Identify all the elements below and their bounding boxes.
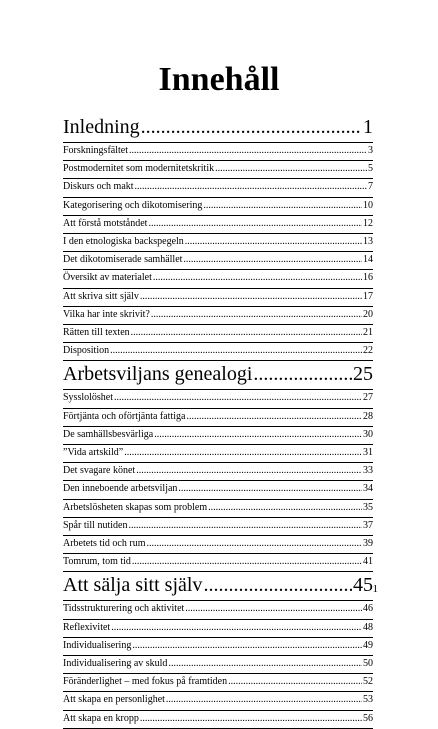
- toc-entry-title: I den etnologiska backspegeln: [63, 236, 184, 248]
- toc-entry-title: Föränderlighet – med fokus på framtiden: [63, 676, 228, 688]
- toc-entry: [63, 427, 373, 442]
- toc-entry-title: Diskurs och makt: [63, 181, 134, 193]
- toc-entry: [63, 216, 373, 231]
- dot-leader: [132, 554, 362, 569]
- toc-entry-title: Tomrum, tom tid: [63, 556, 131, 568]
- toc-entry: [63, 601, 373, 616]
- toc-entry: [63, 198, 373, 213]
- toc-entry-title: Individualisering: [63, 639, 132, 651]
- toc-entry-page: 48: [363, 621, 373, 633]
- dot-leader: [215, 161, 367, 176]
- toc-entry-title: Att skapa en personlighet: [63, 694, 165, 706]
- dot-leader: [153, 270, 362, 285]
- dot-leader: [110, 343, 362, 358]
- toc-entry-title: Spår till nutiden: [63, 519, 128, 531]
- dot-leader: [186, 409, 362, 424]
- toc-entry: [63, 234, 373, 249]
- page-title: Innehåll: [158, 61, 280, 98]
- toc-entry-title: Den inneboende arbetsviljan: [63, 483, 178, 495]
- toc-entry-page: 30: [363, 428, 373, 440]
- toc-entry-title: ”Vida artskild”: [63, 447, 124, 459]
- toc-chapter-page: 25: [353, 363, 373, 386]
- toc-entry-page: 17: [363, 290, 373, 302]
- toc-entry-page: 50: [363, 658, 373, 670]
- toc-entry-page: 14: [363, 254, 373, 266]
- toc-entry: [63, 307, 373, 322]
- toc-entry-title: Arbetslösheten skapas som problem: [63, 501, 208, 513]
- dot-leader: [141, 114, 362, 140]
- dot-leader: [140, 711, 362, 726]
- toc-entry-title: Forskningsfältet: [63, 145, 128, 156]
- toc-entry-page: 46: [363, 603, 373, 615]
- dot-leader: [151, 307, 362, 322]
- toc-entry: [63, 711, 373, 726]
- toc-chapter-page: 45: [353, 574, 373, 597]
- toc-entry-title: Individualisering av skuld: [63, 658, 168, 670]
- table-of-contents: [63, 114, 373, 729]
- toc-entry: [63, 463, 373, 478]
- toc-entry-page: 31: [363, 447, 373, 459]
- page-number: 1: [372, 583, 378, 595]
- dot-leader: [132, 638, 362, 653]
- toc-entry: [63, 554, 373, 569]
- dot-leader: [146, 536, 362, 551]
- dot-leader: [131, 325, 362, 340]
- dot-leader: [136, 463, 362, 478]
- dot-leader: [166, 692, 362, 707]
- toc-entry-title: Det svagare könet: [63, 465, 136, 477]
- toc-entry: [63, 500, 373, 515]
- toc-entry: [63, 390, 373, 405]
- toc-entry-page: 27: [363, 392, 373, 404]
- dot-leader: [203, 572, 352, 598]
- dot-leader: [148, 216, 362, 231]
- toc-entry-title: Arbetets tid och rum: [63, 538, 146, 550]
- toc-entry: [63, 343, 373, 358]
- toc-entry: [63, 638, 373, 653]
- dot-leader: [128, 518, 362, 533]
- toc-entry-page: 52: [363, 676, 373, 688]
- dot-leader: [253, 361, 352, 387]
- dot-leader: [228, 674, 362, 689]
- dot-leader: [208, 500, 362, 515]
- toc-entry: [63, 289, 373, 304]
- toc-entry-page: 53: [363, 694, 373, 706]
- toc-entry-page: 7: [368, 181, 373, 193]
- toc-entry-page: 21: [363, 327, 373, 339]
- dot-leader: [114, 390, 362, 405]
- toc-entry-page: 56: [363, 712, 373, 724]
- toc-entry-title: Postmodernitet som modernitetskritik: [63, 163, 215, 175]
- toc-entry: [63, 270, 373, 285]
- toc-entry: [63, 409, 373, 424]
- toc-entry-page: 20: [363, 308, 373, 320]
- toc-entry-page: 49: [363, 639, 373, 651]
- toc-chapter-page: 1: [363, 116, 373, 138]
- toc-chapter: [63, 361, 373, 387]
- dot-leader: [178, 481, 362, 496]
- toc-entry-page: 41: [363, 556, 373, 568]
- dot-leader: [111, 620, 362, 635]
- toc-entry-title: Att skapa en kropp: [63, 712, 139, 724]
- toc-chapter-title: Arbetsviljans genealogi: [63, 363, 253, 386]
- toc-entry-title: Rätten till texten: [63, 327, 130, 339]
- toc-entry-title: Reflexivitet: [63, 621, 111, 633]
- toc-entry: [63, 620, 373, 635]
- dot-leader: [183, 252, 362, 267]
- dot-leader: [185, 601, 362, 616]
- toc-entry-title: De samhällsbesvärliga: [63, 428, 154, 440]
- toc-entry: [63, 325, 373, 340]
- toc-entry-page: 12: [363, 217, 373, 229]
- dot-leader: [124, 445, 362, 460]
- toc-entry: [63, 536, 373, 551]
- dot-leader: [140, 289, 362, 304]
- toc-entry-page: 39: [363, 538, 373, 550]
- toc-entry: [63, 692, 373, 707]
- toc-chapter-title: Inledning: [63, 116, 140, 138]
- toc-entry-title: Kategorisering och dikotomisering: [63, 199, 203, 211]
- dot-leader: [154, 427, 362, 442]
- toc-entry: [63, 481, 373, 496]
- toc-chapter: [63, 114, 373, 140]
- toc-entry-title: Det dikotomiserade samhället: [63, 254, 183, 266]
- toc-entry-page: 10: [363, 199, 373, 211]
- toc-entry-page: 5: [368, 163, 373, 175]
- toc-entry-page: 13: [363, 236, 373, 248]
- toc-entry-title: Tidsstrukturering och aktivitet: [63, 603, 185, 615]
- toc-chapter: [63, 572, 373, 598]
- toc-entry-title: Översikt av materialet: [63, 272, 152, 284]
- toc-entry-page: 34: [363, 483, 373, 495]
- toc-entry-title: Sysslolöshet: [63, 392, 114, 404]
- toc-entry-page: 33: [363, 465, 373, 477]
- dot-leader: [129, 143, 367, 158]
- toc-entry-title: Att skriva sitt själv: [63, 290, 139, 302]
- dot-leader: [168, 656, 362, 671]
- toc-entry-title: Vilka har inte skrivit?: [63, 308, 150, 320]
- toc-entry-title: Att förstå motståndet: [63, 217, 148, 229]
- toc-entry-page: 22: [363, 345, 373, 357]
- toc-entry-page: 28: [363, 410, 373, 422]
- toc-entry-page: 35: [363, 501, 373, 513]
- toc-entry-page: 16: [363, 272, 373, 284]
- dot-leader: [203, 198, 362, 213]
- toc-entry-title: Förtjänta och oförtjänta fattiga: [63, 410, 186, 422]
- toc-entry-title: Disposition: [63, 345, 110, 357]
- toc-entry: [63, 445, 373, 460]
- dot-leader: [135, 179, 367, 194]
- toc-entry-page: 37: [363, 519, 373, 531]
- toc-entry: [63, 143, 373, 158]
- toc-entry: [63, 518, 373, 533]
- toc-entry-page: 3: [368, 145, 373, 156]
- toc-entry: [63, 656, 373, 671]
- toc-entry: [63, 161, 373, 176]
- dot-leader: [185, 234, 362, 249]
- toc-entry: [63, 179, 373, 194]
- toc-chapter-title: Att sälja sitt själv: [63, 574, 203, 597]
- toc-entry: [63, 674, 373, 689]
- toc-entry: [63, 252, 373, 267]
